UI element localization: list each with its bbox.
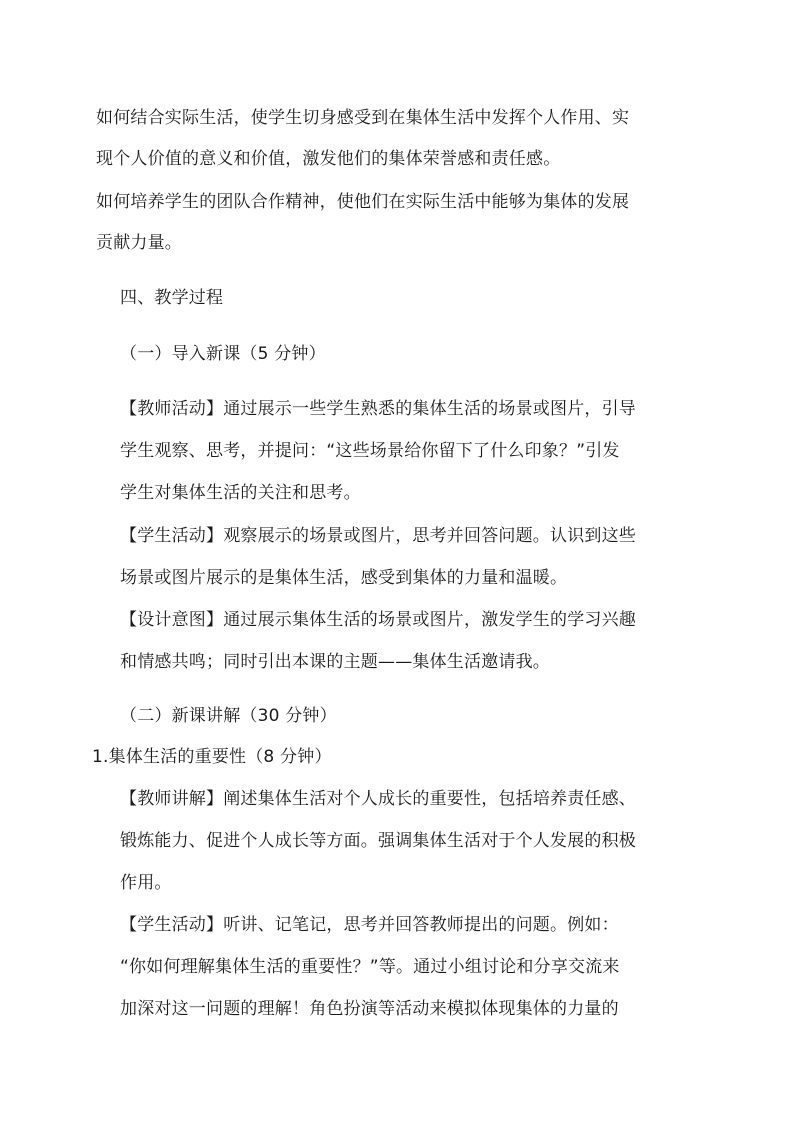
subsection-heading: （一）导入新课（5 分钟） [120, 344, 326, 364]
student-activity-line: 【学生活动】观察展示的场景或图片，思考并回答问题。认识到这些 [120, 526, 636, 546]
paragraph-line: 如何培养学生的团队合作精神，使他们在实际生活中能够为集体的发展 [96, 192, 630, 212]
design-intent-line: 【设计意图】通过展示集体生活的场景或图片，激发学生的学习兴趣 [120, 610, 636, 630]
section-heading: 四、教学过程 [120, 288, 224, 308]
teacher-activity-line: 【教师活动】通过展示一些学生熟悉的集体生活的场景或图片，引导 [120, 399, 636, 419]
student-activity-line: “你如何理解集体生活的重要性？”等。通过小组讨论和分享交流来 [120, 957, 620, 977]
teacher-activity-line: 学生对集体生活的关注和思考。 [120, 483, 361, 503]
student-activity-line: 场景或图片展示的是集体生活，感受到集体的力量和温暖。 [120, 568, 568, 588]
paragraph-line: 如何结合实际生活，使学生切身感受到在集体生活中发挥个人作用、实 [96, 108, 630, 128]
paragraph-line: 现个人价值的意义和价值，激发他们的集体荣誉感和责任感。 [96, 149, 561, 169]
teacher-explain-line: 作用。 [120, 873, 172, 893]
student-activity-line: 【学生活动】听讲、记笔记，思考并回答教师提出的问题。例如： [120, 915, 619, 935]
numbered-item-heading: 1.集体生活的重要性（8 分钟） [92, 747, 332, 767]
subsection-heading: （二）新课讲解（30 分钟） [120, 706, 337, 726]
design-intent-line: 和情感共鸣；同时引出本课的主题——集体生活邀请我。 [120, 652, 550, 672]
teacher-activity-line: 学生观察、思考，并提问：“这些场景给你留下了什么印象？”引发 [120, 441, 620, 461]
teacher-explain-line: 【教师讲解】阐述集体生活对个人成长的重要性，包括培养责任感、 [120, 789, 636, 809]
teacher-explain-line: 锻炼能力、促进个人成长等方面。强调集体生活对于个人发展的积极 [120, 831, 636, 851]
paragraph-line: 贡献力量。 [96, 233, 182, 253]
student-activity-line: 加深对这一问题的理解！角色扮演等活动来模拟体现集体的力量的 [120, 999, 619, 1019]
